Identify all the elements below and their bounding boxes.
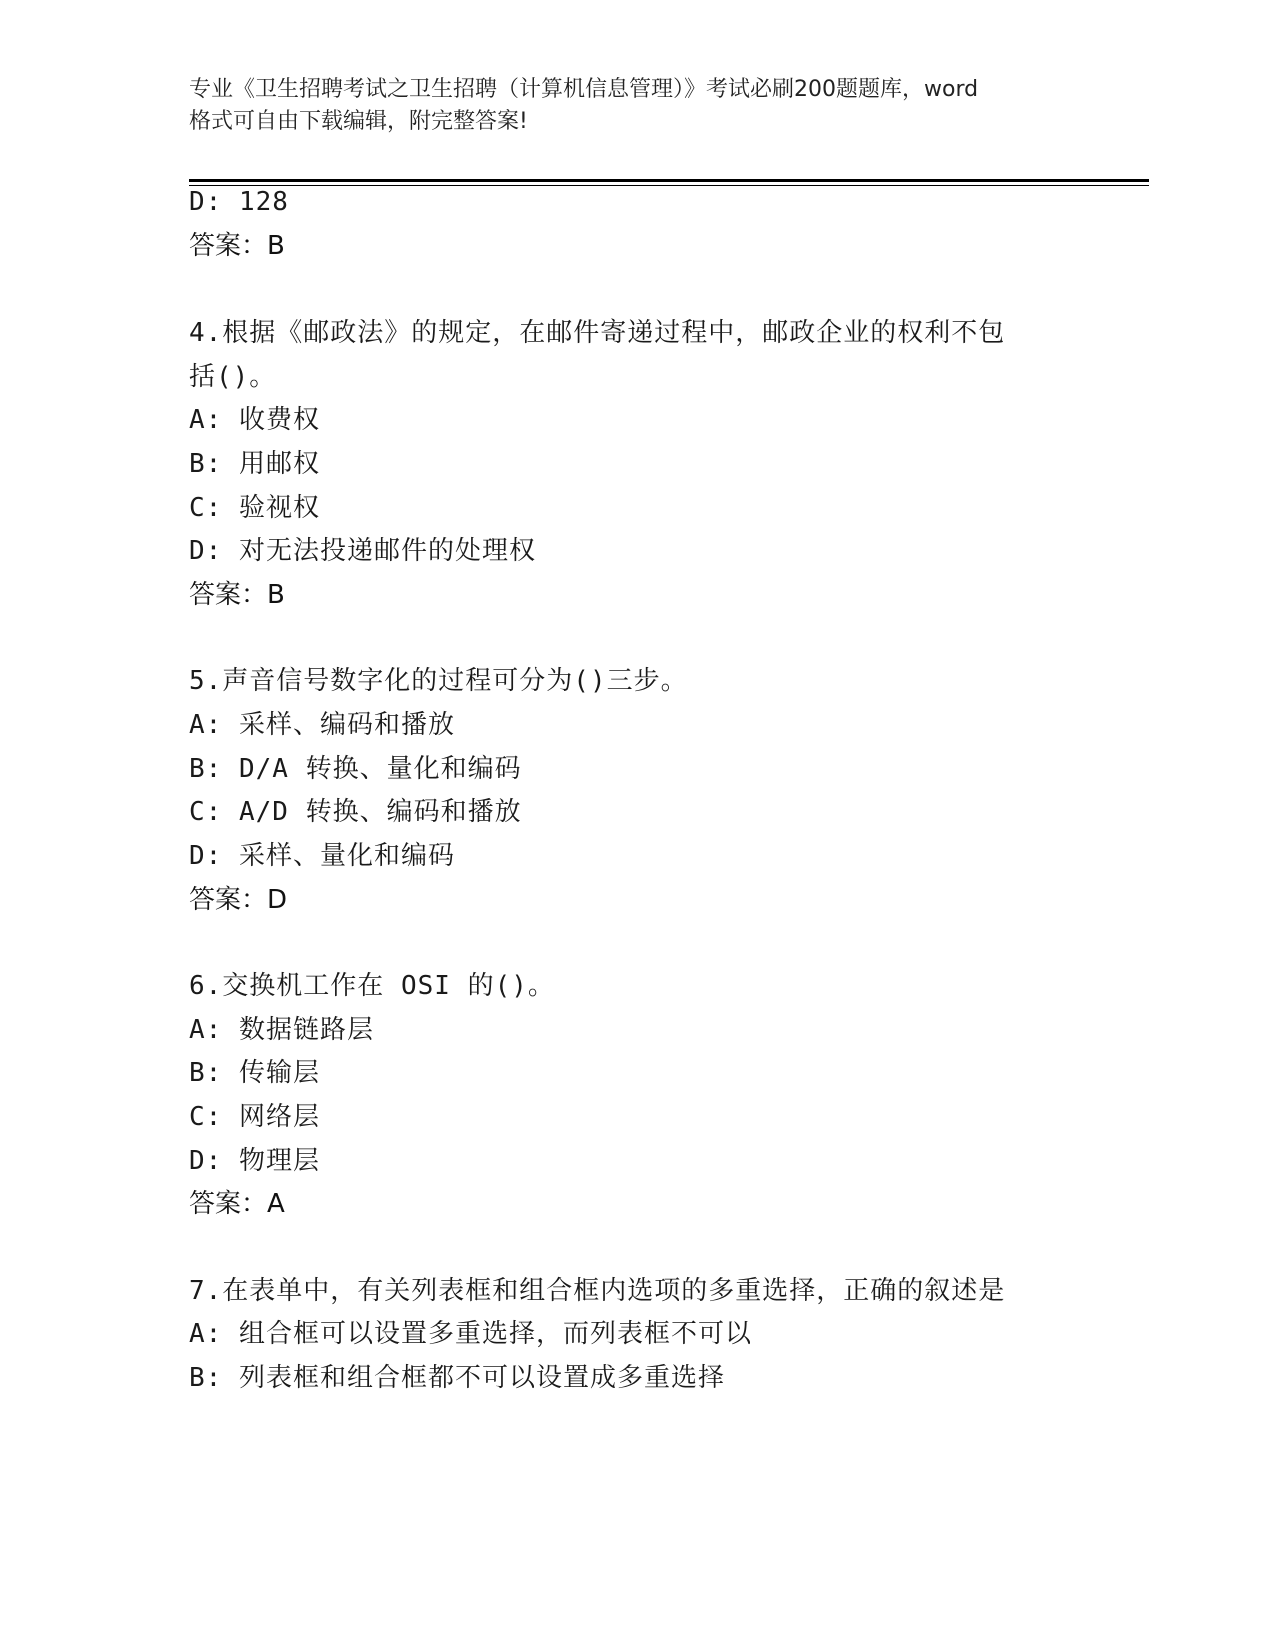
q4-answer: 答案：B (189, 580, 285, 610)
q4-option-b: B: 用邮权 (189, 449, 320, 479)
q6-stem: 6.交换机工作在 OSI 的()。 (189, 971, 555, 1001)
q7-stem: 7.在表单中，有关列表框和组合框内选项的多重选择，正确的叙述是 (189, 1276, 1006, 1306)
q7-option-a: A: 组合框可以设置多重选择，而列表框不可以 (189, 1319, 752, 1349)
q4-option-c: C: 验视权 (189, 493, 320, 523)
q5-option-b: B: D/A 转换、量化和编码 (189, 754, 522, 784)
q6-option-c: C: 网络层 (189, 1102, 320, 1132)
header-title-line-1: 专业《卫生招聘考试之卫生招聘（计算机信息管理）》考试必刷200题题库，word (189, 77, 979, 102)
document-header (189, 74, 1089, 138)
q6-option-d: D: 物理层 (189, 1146, 320, 1176)
q6-option-a: A: 数据链路层 (189, 1015, 374, 1045)
q4-option-a: A: 收费权 (189, 405, 320, 435)
header-divider-thin (189, 185, 1149, 186)
q4-stem-line-1: 4.根据《邮政法》的规定，在邮件寄递过程中，邮政企业的权利不包 (189, 318, 1006, 348)
q3-option-d: D: 128 (189, 187, 289, 217)
q4-stem-line-2: 括()。 (189, 362, 277, 392)
q7-option-b: B: 列表框和组合框都不可以设置成多重选择 (189, 1363, 725, 1393)
q4-option-d: D: 对无法投递邮件的处理权 (189, 536, 536, 566)
q6-option-b: B: 传输层 (189, 1058, 320, 1088)
header-divider-thick (189, 179, 1149, 182)
header-title-line-2: 格式可自由下载编辑，附完整答案! (189, 109, 528, 134)
q5-option-d: D: 采样、量化和编码 (189, 841, 455, 871)
q3-answer: 答案：B (189, 231, 285, 261)
q5-option-a: A: 采样、编码和播放 (189, 710, 455, 740)
q5-answer: 答案：D (189, 885, 288, 915)
q5-stem: 5.声音信号数字化的过程可分为()三步。 (189, 666, 688, 696)
q6-answer: 答案：A (189, 1189, 285, 1219)
q5-option-c: C: A/D 转换、编码和播放 (189, 797, 522, 827)
